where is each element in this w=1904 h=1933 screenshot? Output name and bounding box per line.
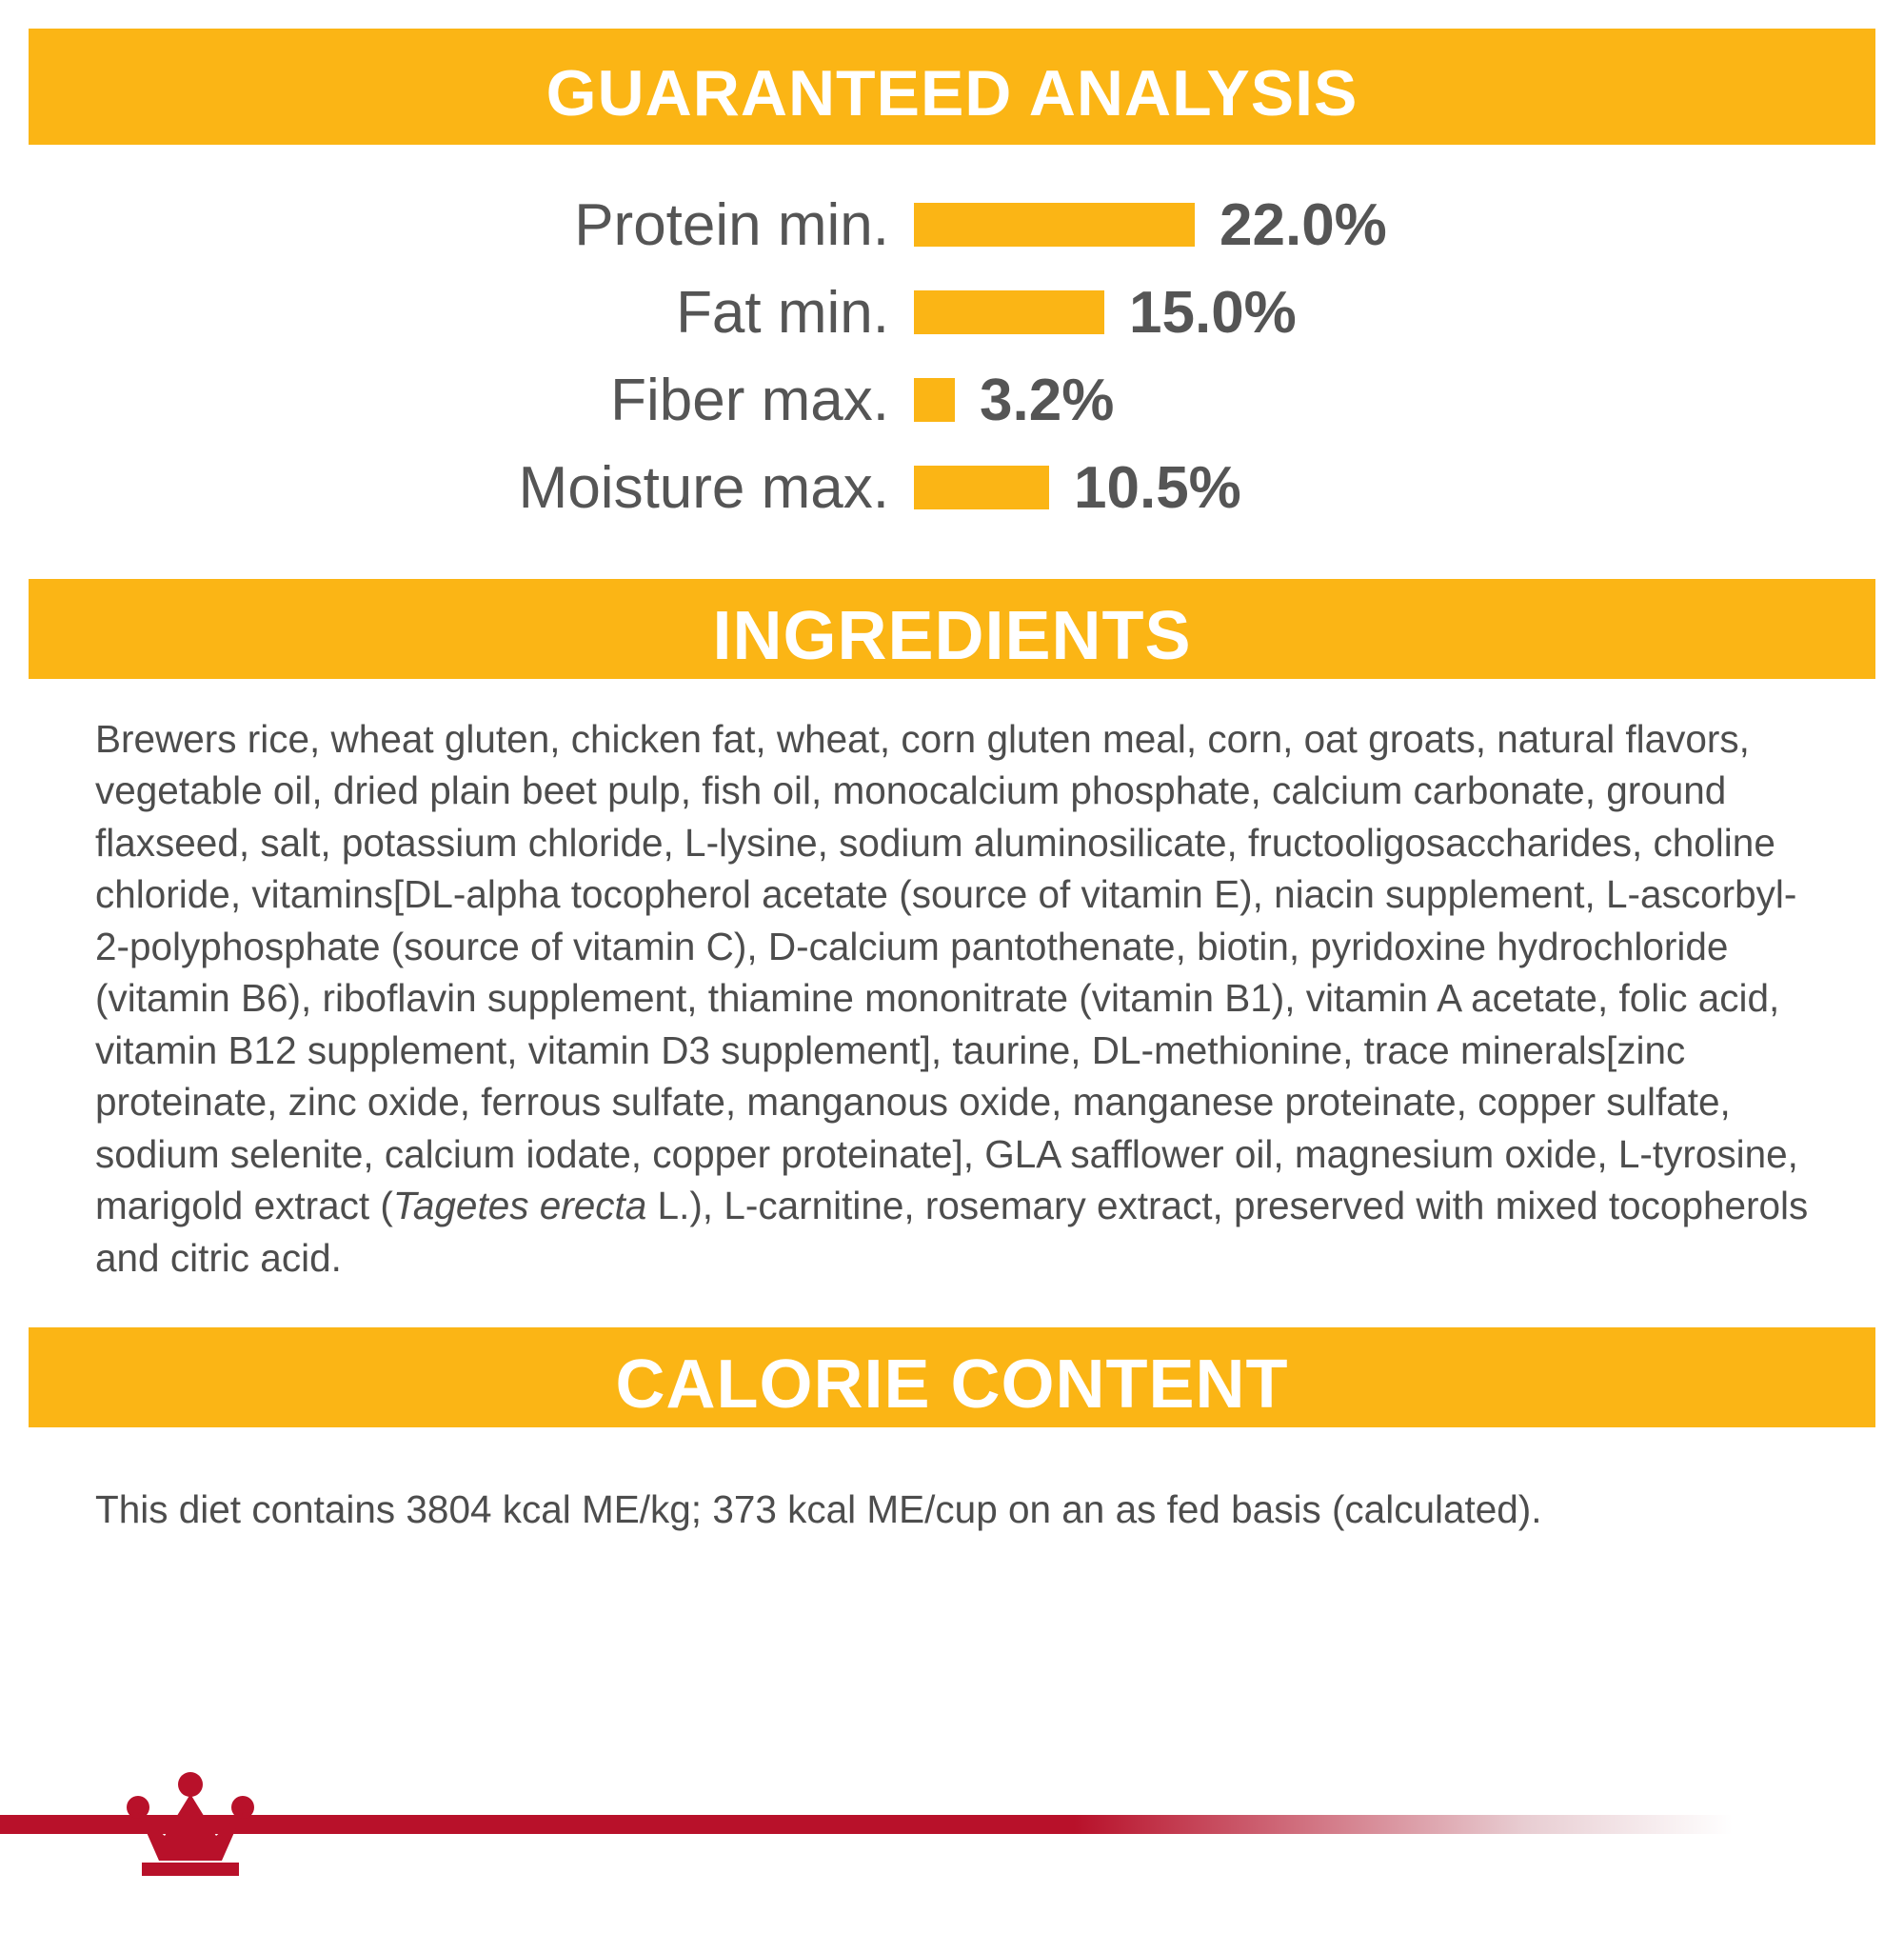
ingredients-text [29,713,1875,1284]
footer-brand-bar [0,1760,1904,1883]
table-row [29,181,1875,269]
ingredients-latin-name: Tagetes erecta [392,1184,647,1228]
nutrient-bar [914,290,1104,334]
calorie-content-text: This diet contains 3804 kcal ME/kg; 373 kcal ME/cup on an as fed basis (calculated). [95,1487,1542,1532]
royal-canin-crown-icon [109,1769,271,1882]
nutrient-value: 10.5% [1074,454,1241,521]
table-row [29,269,1875,356]
nutrient-bar [914,466,1049,509]
nutrient-value: 3.2% [980,367,1115,433]
nutrient-label: Fiber max. [610,367,889,433]
table-row [29,356,1875,444]
nutrient-bar [914,378,955,422]
nutrient-label: Moisture max. [518,454,889,521]
section-header-guaranteed-analysis: GUARANTEED ANALYSIS [29,29,1875,145]
section-header-calorie-content: CALORIE CONTENT [29,1327,1875,1427]
nutrient-label: Protein min. [574,191,889,258]
ingredients-text-part-2: L.), L-carnitine, rosemary extract, preserved with mixed tocopherols and citric acid. [95,1184,1809,1280]
section-header-ingredients: INGREDIENTS [29,579,1875,679]
nutrient-value: 22.0% [1220,191,1387,258]
table-row [29,444,1875,531]
nutrition-info-page [0,29,1904,1933]
guaranteed-analysis-table [29,181,1875,531]
nutrient-value: 15.0% [1129,279,1297,346]
nutrient-bar [914,203,1195,247]
nutrient-label: Fat min. [676,279,889,346]
ingredients-text-part-1: Brewers rice, wheat gluten, chicken fat, wheat, corn gluten meal, corn, oat groats, natural flavors, vegetable oil, dried plain beet pulp, fish oil, monocalcium phosphate, calcium carbonate, ground flaxseed, salt, potassium chloride, L-lysine, sodium aluminosilicate, fructooligosaccharides, choline chloride, vitamins[DL-alpha tocopherol acetate (source of vitamin E), niacin supplement, L-ascorbyl-2-polyphosphate (source of vitamin C), D-calcium pantothenate, biotin, pyridoxine hydrochloride (vitamin B6), riboflavin supplement, thiamine mononitrate (vitamin B1), vitamin A acetate, folic acid, vitamin B12 supplement, vitamin D3 supplement], taurine, DL-methionine, trace minerals[zinc proteinate, zinc oxide, ferrous sulfate, manganous oxide, manganese proteinate, copper sulfate, sodium selenite, calcium iodate, copper proteinate], GLA safflower oil, magnesium oxide, L-tyrosine, marigold extract ( [95,717,1798,1228]
